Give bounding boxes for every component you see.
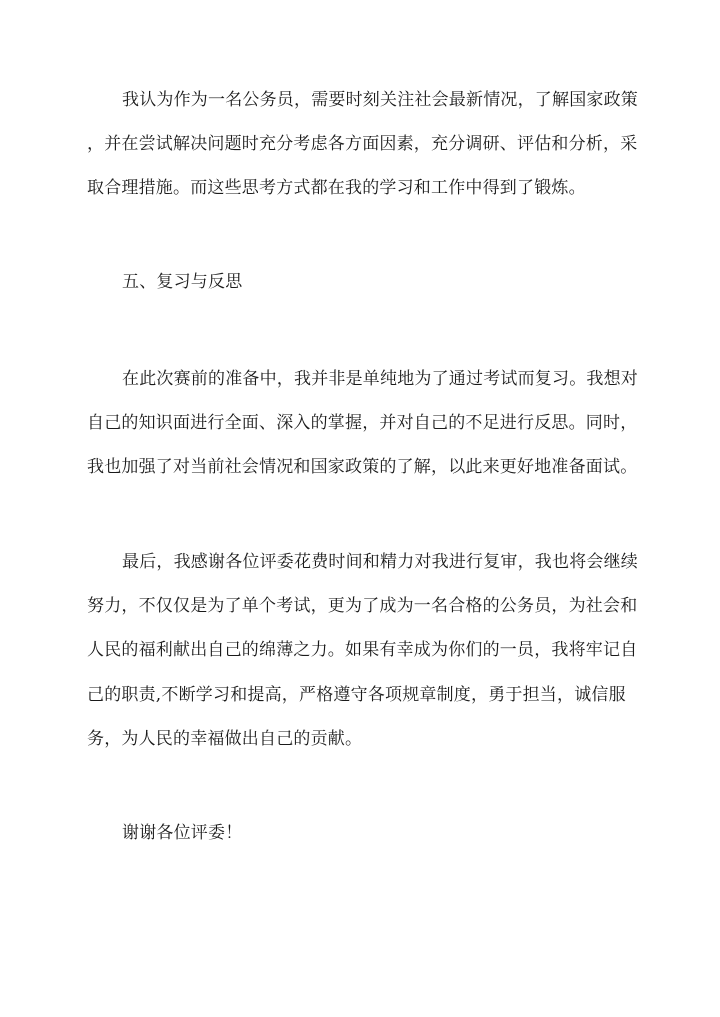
- paragraph-3-line-5: 务，为人民的幸福做出自己的贡献。: [87, 729, 363, 749]
- paragraph-1-line-3: 取合理措施。而这些思考方式都在我的学习和工作中得到了锻炼。: [87, 178, 586, 198]
- section-heading: 五、复习与反思: [122, 272, 243, 292]
- paragraph-1-line-1: 我认为作为一名公务员，需要时刻关注社会最新情况，了解国家政策: [122, 90, 638, 110]
- paragraph-2-line-3: 我也加强了对当前社会情况和国家政策的了解，以此来更好地准备面试。: [87, 457, 638, 477]
- paragraph-3-line-4: 己的职责,不断学习和提高，严格遵守各项规章制度，勇于担当，诚信服: [87, 685, 626, 705]
- paragraph-1-line-2: ，并在尝试解决问题时充分考虑各方面因素，充分调研、评估和分析，采: [87, 134, 638, 154]
- closing-line: 谢谢各位评委！: [122, 823, 243, 843]
- paragraph-2-line-1: 在此次赛前的准备中，我并非是单纯地为了通过考试而复习。我想对: [122, 369, 638, 389]
- paragraph-3-line-3: 人民的福利献出自己的绵薄之力。如果有幸成为你们的一员，我将牢记自: [87, 640, 638, 660]
- paragraph-2-line-2: 自己的知识面进行全面、深入的掌握，并对自己的不足进行反思。同时，: [87, 413, 638, 433]
- paragraph-3-line-2: 努力，不仅仅是为了单个考试，更为了成为一名合格的公务员，为社会和: [87, 596, 638, 616]
- paragraph-3-line-1: 最后，我感谢各位评委花费时间和精力对我进行复审，我也将会继续: [122, 552, 638, 572]
